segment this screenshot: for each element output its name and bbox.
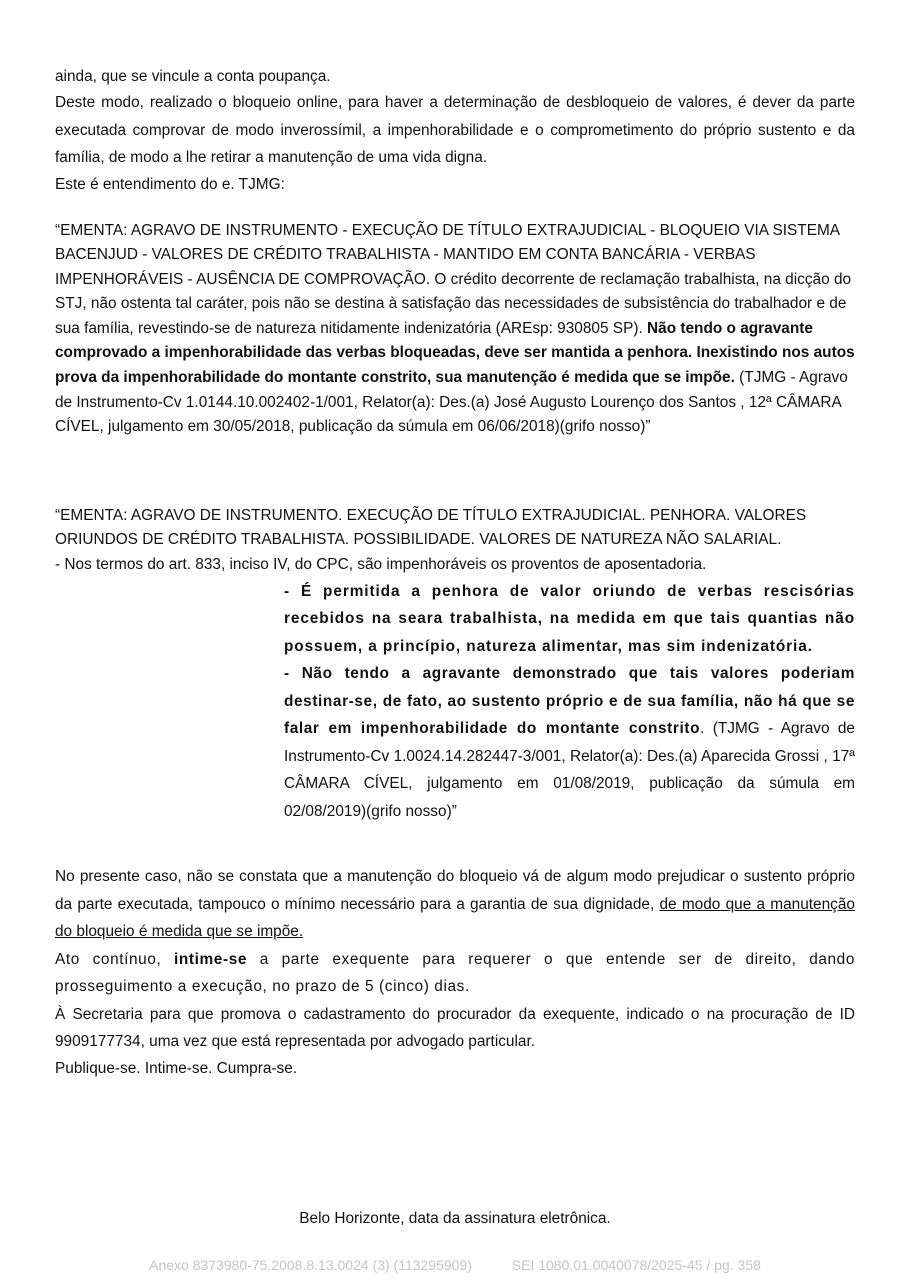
signature-line: Belo Horizonte, data da assinatura eletrônica. (299, 1210, 611, 1227)
quote2-item3-text: . (TJMG - Agravo de Instrumento-Cv 1.0024.14.282447-3/001, Relator(a): Des.(a) Aparecida Grossi , 17ª CÂMARA CÍVEL, julgamento em 01/08/2019, publicação da súmula em 02/08/2019)(grifo nosso)” (284, 720, 855, 820)
ato-text-b: a parte exequente para requerer o que entende ser de direito, dando prosseguimento a execução, no prazo de 5 (cinco) dias. (55, 950, 855, 996)
paragraph-secretaria: À Secretaria para que promova o cadastramento do procurador da exequente, indicado o na procuração de ID 9909177734, uma vez que está representada por advogado particular. (55, 1005, 855, 1051)
paragraph-publique: Publique-se. Intime-se. Cumpra-se. (55, 1059, 298, 1077)
quote2-item-2 (284, 578, 855, 661)
paragraph-caso (55, 863, 855, 946)
quote-ementa-1 (55, 219, 855, 440)
paragraph-ato (55, 946, 855, 1001)
paragraph-intro: ainda, que se vincule a conta poupança. (55, 68, 331, 85)
quote1-text-a: “EMENTA: AGRAVO DE INSTRUMENTO - EXECUÇÃO DE TÍTULO EXTRAJUDICIAL - BLOQUEIO VIA SISTEMA BACENJUD - VALORES DE CRÉDITO TRABALHISTA - MANTIDO EM CONTA BANCÁRIA - VERBAS IMPENHORÁVEIS - AUSÊNCIA DE COMPROVAÇÃO. O crédito decorrente de reclamação trabalhista, na dicção do STJ, não ostenta tal caráter, pois não se destina à satisfação das necessidades de subsistência do trabalhador e de sua família, revestindo-se de natureza nitidamente indenizatória (AREsp: 930805 SP). (55, 221, 852, 337)
quote-ementa-2-header: “EMENTA: AGRAVO DE INSTRUMENTO. EXECUÇÃO DE TÍTULO EXTRAJUDICIAL. PENHORA. VALORES ORIUNDOS DE CRÉDITO TRABALHISTA. POSSIBILIDADE. VALORES DE NATUREZA NÃO SALARIAL. (55, 506, 807, 549)
document-body (55, 64, 855, 1081)
quote2-item3-bold: - Não tendo a agravante demonstrado que tais valores poderiam destinar-se, de fato, ao sustento próprio e de sua família, não há que se falar em impenhorabilidade do montante constrito (284, 665, 855, 738)
paragraph-entendimento: Este é entendimento do e. TJMG: (55, 175, 285, 193)
quote1-text-b: (TJMG - Agravo de Instrumento-Cv 1.0144.10.002402-1/001, Relator(a): Des.(a) José Augusto Lourenço dos Santos , 12ª CÂMARA CÍVEL, julgamento em 30/05/2018, publicação da súmula em 06/06/2018)(grifo nosso)” (55, 369, 848, 436)
quote2-item2-bold: - É permitida a penhora de valor oriundo de verbas rescisórias recebidos na seara trabalhista, na medida em que tais quantias não possuem, a princípio, natureza alimentar, mas sim indenizatória. (284, 582, 855, 655)
quote2-item-1: - Nos termos do art. 833, inciso IV, do CPC, são impenhoráveis os proventos de aposentadoria. (55, 556, 707, 574)
footer-right: SEI 1080.01.0040078/2025-45 / pg. 358 (511, 1257, 761, 1273)
caso-underlined: de modo que a manutenção do bloqueio é medida que se impõe. (55, 895, 855, 941)
quote2-item-3 (284, 660, 855, 825)
quote1-bold: Não tendo o agravante comprovado a impenhorabilidade das verbas bloqueadas, deve ser mantida a penhora. Inexistindo nos autos prova da impenhorabilidade do montante constrito, sua manutenção é medida que se impõe. (55, 319, 855, 387)
caso-text: No presente caso, não se constata que a manutenção do bloqueio vá de algum modo prejudicar o sustento próprio da parte executada, tampouco o mínimo necessário para a garantia de sua dignidade, (55, 868, 855, 913)
ato-text-a: Ato contínuo, (55, 950, 175, 968)
paragraph-bloqueio: Deste modo, realizado o bloqueio online, para haver a determinação de desbloqueio de valores, é dever da parte executada comprovar de modo inverossímil, a impenhorabilidade e o comprometimento do próprio sustento e da família, de modo a lhe retirar a manutenção de uma vida digna. (55, 94, 855, 166)
quote2-indented-block (284, 578, 855, 826)
footer-left: Anexo 8373980-75.2008.8.13.0024 (3) (113295909) (149, 1257, 472, 1273)
ato-bold: intime-se (174, 950, 248, 968)
page-footer (0, 1257, 910, 1273)
